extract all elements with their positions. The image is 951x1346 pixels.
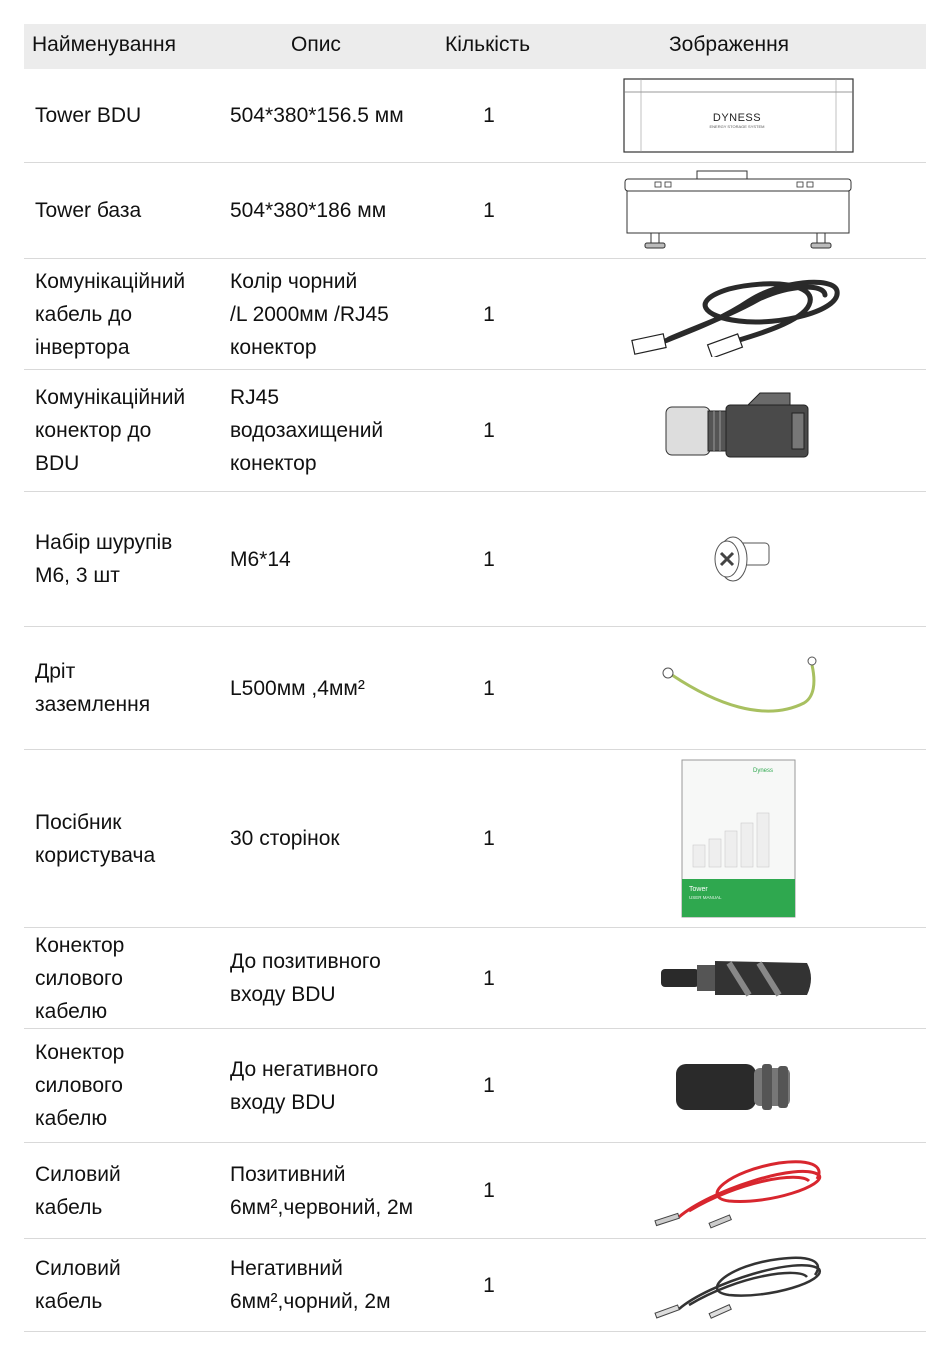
table-row bbox=[24, 69, 926, 163]
item-desc: До позитивного входу BDU bbox=[230, 950, 381, 1006]
item-desc: L500мм ,4мм² bbox=[230, 676, 365, 700]
manual-subtitle: USER MANUAL bbox=[689, 894, 722, 900]
item-qty: 1 bbox=[483, 966, 495, 990]
item-name: Tower BDU bbox=[35, 104, 142, 127]
item-name: Комунікаційний конектор до BDU bbox=[35, 386, 186, 475]
black-power-cable-icon bbox=[614, 1239, 864, 1331]
item-name: Конектор силового кабелю bbox=[35, 933, 125, 1023]
item-desc: Позитивний 6мм²,червоний, 2м bbox=[230, 1162, 414, 1219]
table-row bbox=[24, 1143, 926, 1239]
item-qty: 1 bbox=[483, 547, 495, 571]
item-qty: 1 bbox=[483, 1273, 495, 1297]
item-desc: Негативний 6мм²,чорний, 2м bbox=[230, 1257, 391, 1313]
table-row bbox=[24, 1029, 926, 1143]
packing-list-table bbox=[24, 24, 926, 1332]
battery-bdu-icon bbox=[614, 69, 864, 162]
item-name: Силовий кабель bbox=[35, 1162, 121, 1219]
table-row bbox=[24, 627, 926, 750]
item-qty: 1 bbox=[483, 199, 495, 222]
table-row bbox=[24, 928, 926, 1029]
user-manual-icon bbox=[614, 750, 864, 927]
item-name: Комунікаційний кабель до інвертора bbox=[35, 269, 186, 359]
item-desc: 30 сторінок bbox=[230, 827, 340, 850]
table-row bbox=[24, 750, 926, 928]
waterproof-connector-icon bbox=[614, 370, 864, 491]
table-row bbox=[24, 259, 926, 370]
item-qty: 1 bbox=[483, 676, 495, 700]
positive-connector-icon bbox=[614, 928, 864, 1028]
screw-icon bbox=[614, 492, 864, 626]
item-qty: 1 bbox=[483, 1179, 495, 1202]
item-qty: 1 bbox=[483, 1074, 495, 1097]
header-desc: Опис bbox=[291, 33, 341, 56]
manual-brand: Dyness bbox=[752, 767, 773, 774]
item-desc: M6*14 bbox=[230, 547, 291, 571]
tower-base-icon bbox=[614, 163, 864, 258]
table-row bbox=[24, 370, 926, 492]
item-name: Конектор силового кабелю bbox=[35, 1041, 125, 1130]
table-row bbox=[24, 163, 926, 259]
item-desc: 504*380*186 мм bbox=[230, 199, 387, 222]
header-name: Найменування bbox=[32, 33, 176, 56]
table-row bbox=[24, 492, 926, 627]
item-qty: 1 bbox=[483, 827, 495, 850]
item-desc: До негативного входу BDU bbox=[230, 1057, 379, 1114]
item-desc: RJ45 водозахищений конектор bbox=[230, 386, 384, 475]
bdu-logo-subtext: ENERGY STORAGE SYSTEM bbox=[709, 123, 765, 129]
item-name: Дріт заземлення bbox=[35, 660, 151, 716]
negative-connector-icon bbox=[614, 1029, 864, 1142]
item-qty: 1 bbox=[483, 104, 495, 127]
item-name: Набір шурупів M6, 3 шт bbox=[35, 531, 173, 587]
red-power-cable-icon bbox=[614, 1143, 864, 1238]
item-name: Посібник користувача bbox=[35, 810, 156, 867]
ground-wire-icon bbox=[614, 627, 864, 749]
item-desc: Колір чорний /L 2000мм /RJ45 конектор bbox=[230, 269, 389, 359]
table-row bbox=[24, 1239, 926, 1332]
item-qty: 1 bbox=[483, 302, 495, 326]
rj45-cable-icon bbox=[614, 259, 864, 369]
item-desc: 504*380*156.5 мм bbox=[230, 104, 404, 127]
table-header bbox=[24, 24, 926, 69]
bdu-logo-text: DYNESS bbox=[712, 111, 762, 124]
item-name: Силовий кабель bbox=[35, 1257, 121, 1313]
item-name: Tower база bbox=[35, 199, 142, 222]
header-image: Зображення bbox=[669, 33, 790, 56]
item-qty: 1 bbox=[483, 419, 495, 442]
header-qty: Кількість bbox=[445, 33, 531, 56]
manual-title: Tower bbox=[689, 885, 708, 893]
